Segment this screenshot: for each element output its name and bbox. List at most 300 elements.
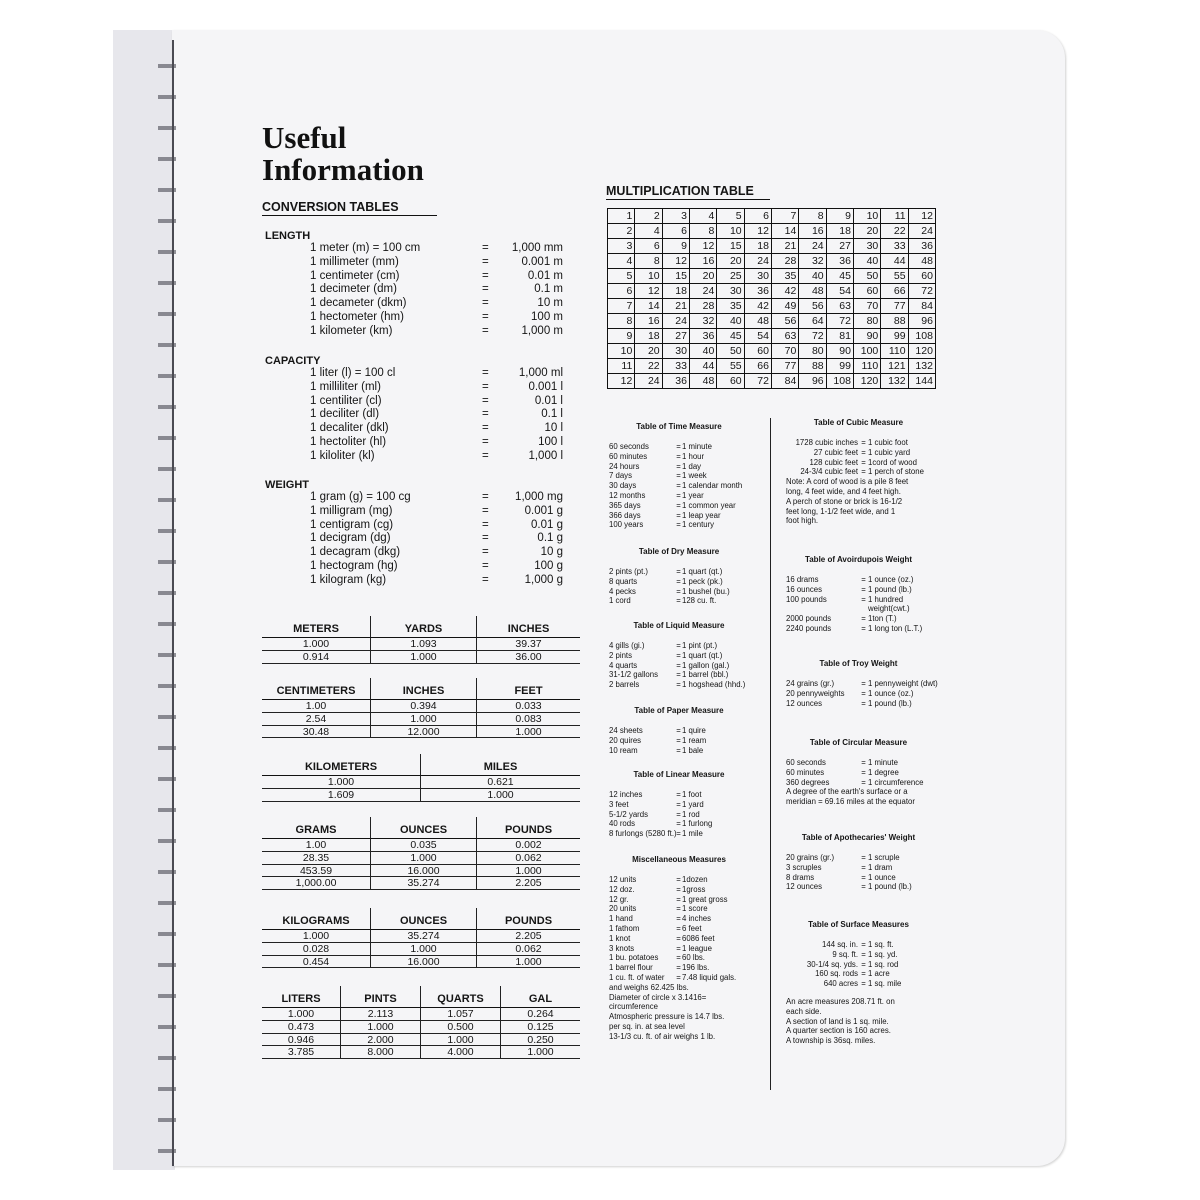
equals-sign: = (676, 490, 681, 500)
multiplication-cell: 15 (717, 239, 744, 254)
equals-sign: = (861, 698, 866, 708)
multiplication-cell: 60 (909, 269, 936, 284)
measure-note: Diameter of circle x 3.1416= (609, 992, 707, 1002)
measure-row (609, 895, 749, 905)
table-cell: 1.00 (262, 839, 370, 852)
multiplication-cell: 40 (854, 254, 881, 269)
multiplication-cell: 44 (690, 359, 717, 374)
table-header-cell: GAL (500, 986, 580, 1008)
conversion-unit: 1 deciliter (dl) (310, 408, 380, 421)
table-kilometers-miles (262, 754, 580, 802)
conversion-unit: 1 centigram (cg) (310, 518, 394, 531)
table-cell: 28.35 (262, 852, 370, 865)
conversion-unit: 1 hectogram (hg) (310, 559, 398, 572)
table-cell: 0.914 (262, 651, 370, 664)
multiplication-cell: 12 (663, 254, 690, 269)
equals-sign: = (482, 491, 489, 503)
table-cell: 16.000 (370, 865, 476, 878)
multiplication-cell: 30 (854, 239, 881, 254)
measure-quantity: 2 pints (609, 650, 632, 660)
multiplication-cell: 72 (827, 314, 854, 329)
measure-equivalent: 1 minute (868, 758, 898, 767)
table-grams-ounces-pounds (262, 817, 580, 890)
equals-sign: = (676, 471, 681, 481)
multiplication-cell: 25 (717, 269, 744, 284)
equals-sign: = (861, 940, 866, 949)
multiplication-cell: 81 (827, 329, 854, 344)
table-header-cell: KILOGRAMS (262, 908, 370, 930)
measure-row (609, 452, 749, 462)
conversion-group-length (265, 230, 563, 339)
multiplication-cell: 30 (745, 269, 772, 284)
equals-sign: = (861, 438, 866, 447)
measure-equivalent: 1 rod (682, 809, 700, 819)
multiplication-cell: 21 (663, 299, 690, 314)
equals-sign: = (861, 862, 866, 872)
table-cell: 0.083 (476, 713, 580, 726)
measure-quantity: 60 minutes (786, 767, 825, 777)
equals-sign: = (482, 449, 489, 462)
multiplication-cell: 60 (717, 374, 744, 389)
measure-row (609, 875, 749, 885)
equals-sign: = (482, 394, 489, 407)
measure-equivalent: 1ton (T.) (868, 614, 897, 624)
measure-table-title: Table of Avoirdupois Weight (804, 555, 913, 564)
measure-equivalent: 1 pint (pt.) (682, 641, 718, 650)
equals-sign: = (676, 953, 681, 963)
equals-sign: = (676, 596, 681, 606)
multiplication-cell: 50 (854, 269, 881, 284)
measure-equivalent: 1 century (682, 520, 715, 530)
measure-table-title: Miscellaneous Measures (632, 855, 726, 864)
multiplication-cell: 12 (690, 239, 717, 254)
equals-sign: = (861, 614, 866, 624)
table-cell: 36.00 (476, 651, 580, 664)
measure-equivalent: 1 week (682, 471, 707, 481)
conversion-value: 0.1 m (534, 283, 563, 296)
conversion-unit: 1 centimeter (cm) (310, 269, 400, 282)
multiplication-cell: 28 (690, 299, 717, 314)
table-cell: 0.473 (262, 1021, 340, 1034)
multiplication-cell: 12 (635, 284, 662, 299)
multiplication-cell: 18 (827, 224, 854, 239)
conversion-unit: 1 decimeter (dm) (310, 283, 397, 296)
multiplication-cell: 108 (827, 374, 854, 389)
conversion-unit: 1 meter (m) = 100 cm (310, 242, 421, 254)
measure-row (609, 651, 749, 661)
measure-equivalent: 1 acre (868, 969, 890, 979)
table-cell: 1.000 (262, 638, 370, 651)
measure-quantity: 16 ounces (786, 584, 822, 594)
multiplication-cell: 132 (881, 374, 908, 389)
table-cell: 1.000 (370, 943, 476, 956)
table-cell: 1,000.00 (262, 877, 370, 890)
multiplication-cell: 48 (690, 374, 717, 389)
measure-quantity: 3 knots (609, 943, 635, 953)
multiplication-cell: 27 (827, 239, 854, 254)
multiplication-cell: 21 (772, 239, 799, 254)
multiplication-cell: 7 (608, 299, 635, 314)
multiplication-cell: 40 (799, 269, 826, 284)
equals-sign: = (676, 745, 681, 755)
multiplication-cell: 11 (881, 209, 908, 224)
measure-quantity: 27 cubic feet (813, 447, 858, 457)
measure-equivalent: 1 hour (682, 451, 705, 461)
conversion-row (310, 311, 563, 325)
measure-equivalent: 1 pound (lb.) (868, 882, 912, 892)
measure-note: each side. (786, 1006, 822, 1016)
measure-quantity: 24-3/4 cubic feet (800, 467, 858, 477)
table-cell: 0.002 (476, 839, 580, 852)
equals-sign: = (676, 943, 681, 953)
equals-sign: = (676, 972, 681, 982)
table-cell: 2.205 (476, 930, 580, 943)
measure-row (786, 458, 931, 468)
measure-row (609, 680, 749, 690)
measure-quantity: 60 seconds (786, 758, 826, 767)
conversion-row (310, 270, 563, 284)
conversion-unit: 1 centiliter (cl) (310, 394, 382, 407)
measure-note: meridian = 69.16 miles at the equator (786, 797, 915, 807)
table-cell: 1.000 (476, 956, 580, 969)
measure-quantity: 1 barrel flour (609, 963, 653, 973)
measure-table-title: Table of Cubic Measure (813, 418, 904, 427)
measure-quantity: 8 quarts (609, 576, 638, 586)
multiplication-cell: 4 (690, 209, 717, 224)
measure-equivalent: 1 quire (682, 726, 706, 735)
conversion-value: 100 g (534, 559, 563, 572)
multiplication-cell: 100 (854, 344, 881, 359)
conversion-group-heading: LENGTH (265, 230, 311, 242)
multiplication-cell: 33 (881, 239, 908, 254)
measure-quantity: 365 days (609, 500, 641, 510)
column-divider (770, 418, 771, 1090)
measure-row (609, 944, 749, 954)
equals-sign: = (482, 310, 489, 323)
multiplication-cell: 32 (799, 254, 826, 269)
multiplication-cell: 90 (827, 344, 854, 359)
table-cell: 1.000 (420, 1034, 500, 1047)
multiplication-cell: 84 (772, 374, 799, 389)
equals-sign: = (676, 576, 681, 586)
measure-row (609, 973, 749, 983)
multiplication-cell: 6 (745, 209, 772, 224)
multiplication-cell: 10 (854, 209, 881, 224)
conversion-row (310, 283, 563, 297)
measure-equivalent: 1 pound (lb.) (868, 698, 912, 708)
measure-equivalent: 1 cubic foot (868, 438, 908, 447)
measure-note: An acre measures 208.71 ft. on (786, 996, 895, 1006)
page-title (262, 122, 424, 186)
equals-sign: = (676, 650, 681, 660)
measure-row (609, 934, 749, 944)
measure-row (609, 810, 749, 820)
multiplication-cell: 54 (745, 329, 772, 344)
equals-sign: = (676, 904, 681, 914)
measure-equivalent: 1 calendar month (682, 481, 743, 491)
equals-sign: = (482, 546, 489, 559)
measure-table (786, 418, 931, 526)
equals-sign: = (861, 979, 866, 989)
measure-note: Atmospheric pressure is 14.7 lbs. (609, 1012, 725, 1022)
equals-sign: = (676, 586, 681, 596)
multiplication-cell: 80 (799, 344, 826, 359)
multiplication-cell: 15 (663, 269, 690, 284)
equals-sign: = (676, 726, 681, 735)
multiplication-cell: 28 (772, 254, 799, 269)
multiplication-cell: 32 (690, 314, 717, 329)
conversion-unit: 1 liter (l) = 100 cl (310, 367, 396, 379)
measure-table (786, 738, 931, 807)
equals-sign: = (676, 641, 681, 650)
conversion-unit: 1 gram (g) = 100 cg (310, 491, 411, 503)
conversion-value: 1,000 mg (515, 491, 563, 503)
equals-sign: = (482, 573, 489, 586)
table-cell: 0.946 (262, 1034, 340, 1047)
equals-sign: = (482, 518, 489, 531)
measure-quantity: 31-1/2 gallons (609, 670, 658, 680)
equals-sign: = (676, 963, 681, 973)
multiplication-cell: 110 (881, 344, 908, 359)
measure-quantity: 12 ounces (786, 698, 822, 708)
conversion-row (310, 532, 563, 546)
measure-row (786, 575, 931, 585)
equals-sign: = (482, 283, 489, 296)
table-cell: 1.000 (262, 1008, 340, 1021)
equals-sign: = (861, 872, 866, 882)
multiplication-cell: 132 (909, 359, 936, 374)
equals-sign: = (676, 735, 681, 745)
equals-sign: = (676, 500, 681, 510)
multiplication-cell: 40 (690, 344, 717, 359)
measure-quantity: 12 months (609, 490, 646, 500)
multiplication-cell: 90 (854, 329, 881, 344)
equals-sign: = (482, 408, 489, 421)
measure-equivalent: 1 leap year (682, 510, 721, 520)
conversion-row (310, 381, 563, 395)
equals-sign: = (482, 297, 489, 310)
multiplication-cell: 96 (799, 374, 826, 389)
conversion-row (310, 242, 563, 256)
equals-sign: = (861, 688, 866, 698)
measure-row (609, 641, 749, 651)
measure-table (609, 422, 749, 530)
equals-sign: = (676, 875, 681, 884)
multiplication-cell: 30 (663, 344, 690, 359)
multiplication-cell: 24 (635, 374, 662, 389)
measure-equivalent: 1 quart (qt.) (682, 650, 723, 660)
multiplication-cell: 66 (881, 284, 908, 299)
conversion-value: 100 l (538, 435, 563, 448)
conversion-value: 100 m (531, 310, 563, 323)
multiplication-cell: 56 (772, 314, 799, 329)
measure-row (609, 904, 749, 914)
title-line-1: Useful (262, 120, 347, 155)
measure-equivalent: 1 barrel (bbl.) (682, 670, 729, 680)
multiplication-cell: 33 (663, 359, 690, 374)
conversion-unit: 1 kilogram (kg) (310, 573, 387, 586)
measure-quantity: 12 ounces (786, 882, 822, 892)
measure-quantity: 1 fathom (609, 923, 640, 933)
measure-quantity: 24 hours (609, 461, 640, 471)
multiplication-cell: 9 (663, 239, 690, 254)
conversion-value: 10 g (540, 546, 563, 559)
multiplication-cell: 40 (717, 314, 744, 329)
conversion-value: 1,000 ml (518, 367, 563, 379)
table-cell: 1.000 (476, 865, 580, 878)
measure-table-title: Table of Liquid Measure (633, 621, 725, 630)
conversion-value: 0.01 m (527, 269, 563, 282)
measure-quantity: 8 furlongs (5280 ft.) (609, 829, 677, 839)
multiplication-cell: 24 (799, 239, 826, 254)
multiplication-cell: 4 (608, 254, 635, 269)
table-cell: 30.48 (262, 726, 370, 739)
multiplication-cell: 20 (717, 254, 744, 269)
equals-sign: = (676, 790, 681, 799)
multiplication-cell: 36 (745, 284, 772, 299)
measure-quantity: 60 seconds (609, 442, 649, 451)
measure-equivalent: 1 peck (pk.) (682, 576, 723, 586)
measure-row (786, 950, 931, 960)
measure-equivalent: 1 bale (682, 745, 704, 755)
measure-quantity: 1728 cubic inches (795, 438, 858, 447)
equals-sign: = (861, 767, 866, 777)
equals-sign: = (676, 481, 681, 491)
measure-quantity: 100 years (609, 520, 644, 530)
table-cell: 1.000 (420, 789, 580, 802)
multiplication-cell: 22 (881, 224, 908, 239)
table-cell: 39.37 (476, 638, 580, 651)
measure-note: Note: A cord of wood is a pile 8 feet (786, 477, 909, 487)
multiplication-cell: 88 (799, 359, 826, 374)
table-header-cell: POUNDS (476, 908, 580, 930)
table-cell: 2.205 (476, 877, 580, 890)
equals-sign: = (676, 461, 681, 471)
conversion-value: 1,000 g (524, 573, 563, 586)
conversion-group-heading: CAPACITY (265, 355, 321, 367)
measure-row (609, 511, 749, 521)
multiplication-cell: 8 (799, 209, 826, 224)
measure-equivalent: 1 league (682, 943, 712, 953)
measure-equivalent: 1 pennyweight (dwt) (868, 679, 938, 688)
measure-table-title: Table of Surface Measures (808, 920, 909, 929)
measure-quantity: 20 grains (gr.) (786, 853, 835, 862)
measure-equivalent: 1 mile (682, 829, 703, 839)
title-line-2: Information (262, 152, 424, 187)
measure-equivalent: 1 perch of stone (868, 467, 924, 477)
equals-sign: = (861, 949, 866, 959)
equals-sign: = (482, 255, 489, 268)
table-header-cell: GRAMS (262, 817, 370, 839)
table-header-cell: OUNCES (370, 817, 476, 839)
table-cell: 0.454 (262, 956, 370, 969)
table-header-cell: INCHES (476, 616, 580, 638)
table-header-cell: LITERS (262, 986, 340, 1008)
multiplication-cell: 63 (772, 329, 799, 344)
measure-row (786, 467, 931, 477)
equals-sign: = (482, 559, 489, 572)
measure-quantity: 4 gills (gi.) (609, 641, 645, 650)
measure-equivalent: 7.48 liquid gals. (682, 972, 737, 982)
measure-equivalent: 1 quart (qt.) (682, 567, 723, 576)
equals-sign: = (861, 623, 866, 633)
multiplication-cell: 2 (608, 224, 635, 239)
measure-quantity: 4 quarts (609, 660, 638, 670)
measure-row (786, 624, 931, 634)
multiplication-cell: 4 (635, 224, 662, 239)
measure-quantity: 30-1/4 sq. yds. (806, 959, 858, 969)
conversion-unit: 1 milligram (mg) (310, 504, 393, 517)
equals-sign: = (861, 584, 866, 594)
conversion-value: 0.001 l (528, 380, 563, 393)
table-cell: 1.000 (476, 726, 580, 739)
measure-equivalent: 1dozen (682, 875, 708, 884)
multiplication-cell: 20 (635, 344, 662, 359)
multiplication-cell: 55 (717, 359, 744, 374)
multiplication-cell: 84 (909, 299, 936, 314)
table-cell: 453.59 (262, 865, 370, 878)
conversion-unit: 1 millimeter (mm) (310, 255, 399, 268)
table-cell: 3.785 (262, 1046, 340, 1059)
measure-table (609, 706, 749, 755)
table-header-cell: CENTIMETERS (262, 678, 370, 700)
equals-sign: = (676, 933, 681, 943)
multiplication-cell: 10 (717, 224, 744, 239)
multiplication-cell: 8 (690, 224, 717, 239)
table-cell: 16.000 (370, 956, 476, 969)
equals-sign: = (861, 882, 866, 892)
measure-equivalent: 1 year (682, 490, 704, 500)
measure-quantity: 60 minutes (609, 451, 648, 461)
multiplication-cell: 11 (608, 359, 635, 374)
table-cell: 1.057 (420, 1008, 500, 1021)
measure-table (609, 770, 749, 839)
table-header-cell: KILOMETERS (262, 754, 420, 776)
measure-row (786, 585, 931, 595)
measure-equivalent: 1 foot (682, 790, 702, 799)
measure-table (786, 833, 931, 892)
conversion-value: 1,000 m (521, 324, 563, 337)
multiplication-cell: 14 (772, 224, 799, 239)
measure-quantity: 20 units (609, 904, 637, 914)
measure-row (609, 587, 749, 597)
equals-sign: = (482, 435, 489, 448)
measure-row (786, 873, 931, 883)
measure-equivalent: weight(cwt.) (868, 604, 910, 614)
multiplication-cell: 60 (854, 284, 881, 299)
measure-quantity: 3 feet (609, 799, 629, 809)
table-kilograms-ounces-pounds (262, 908, 580, 968)
measure-row (786, 768, 931, 778)
table-centimeters-inches-feet (262, 678, 580, 738)
measure-note: A quarter section is 160 acres. (786, 1026, 891, 1036)
measure-row (786, 960, 931, 970)
table-cell: 0.394 (370, 700, 476, 713)
conversion-unit: 1 kilometer (km) (310, 324, 393, 337)
table-cell: 0.028 (262, 943, 370, 956)
table-cell: 1.000 (370, 852, 476, 865)
measure-table (609, 621, 749, 690)
measure-row (609, 800, 749, 810)
multiplication-cell: 55 (881, 269, 908, 284)
conversion-row (310, 297, 563, 311)
measure-row (609, 746, 749, 756)
measure-row (609, 736, 749, 746)
measure-row (786, 758, 931, 768)
table-cell: 12.000 (370, 726, 476, 739)
multiplication-cell: 44 (881, 254, 908, 269)
measure-equivalent: 1 minute (682, 442, 712, 451)
